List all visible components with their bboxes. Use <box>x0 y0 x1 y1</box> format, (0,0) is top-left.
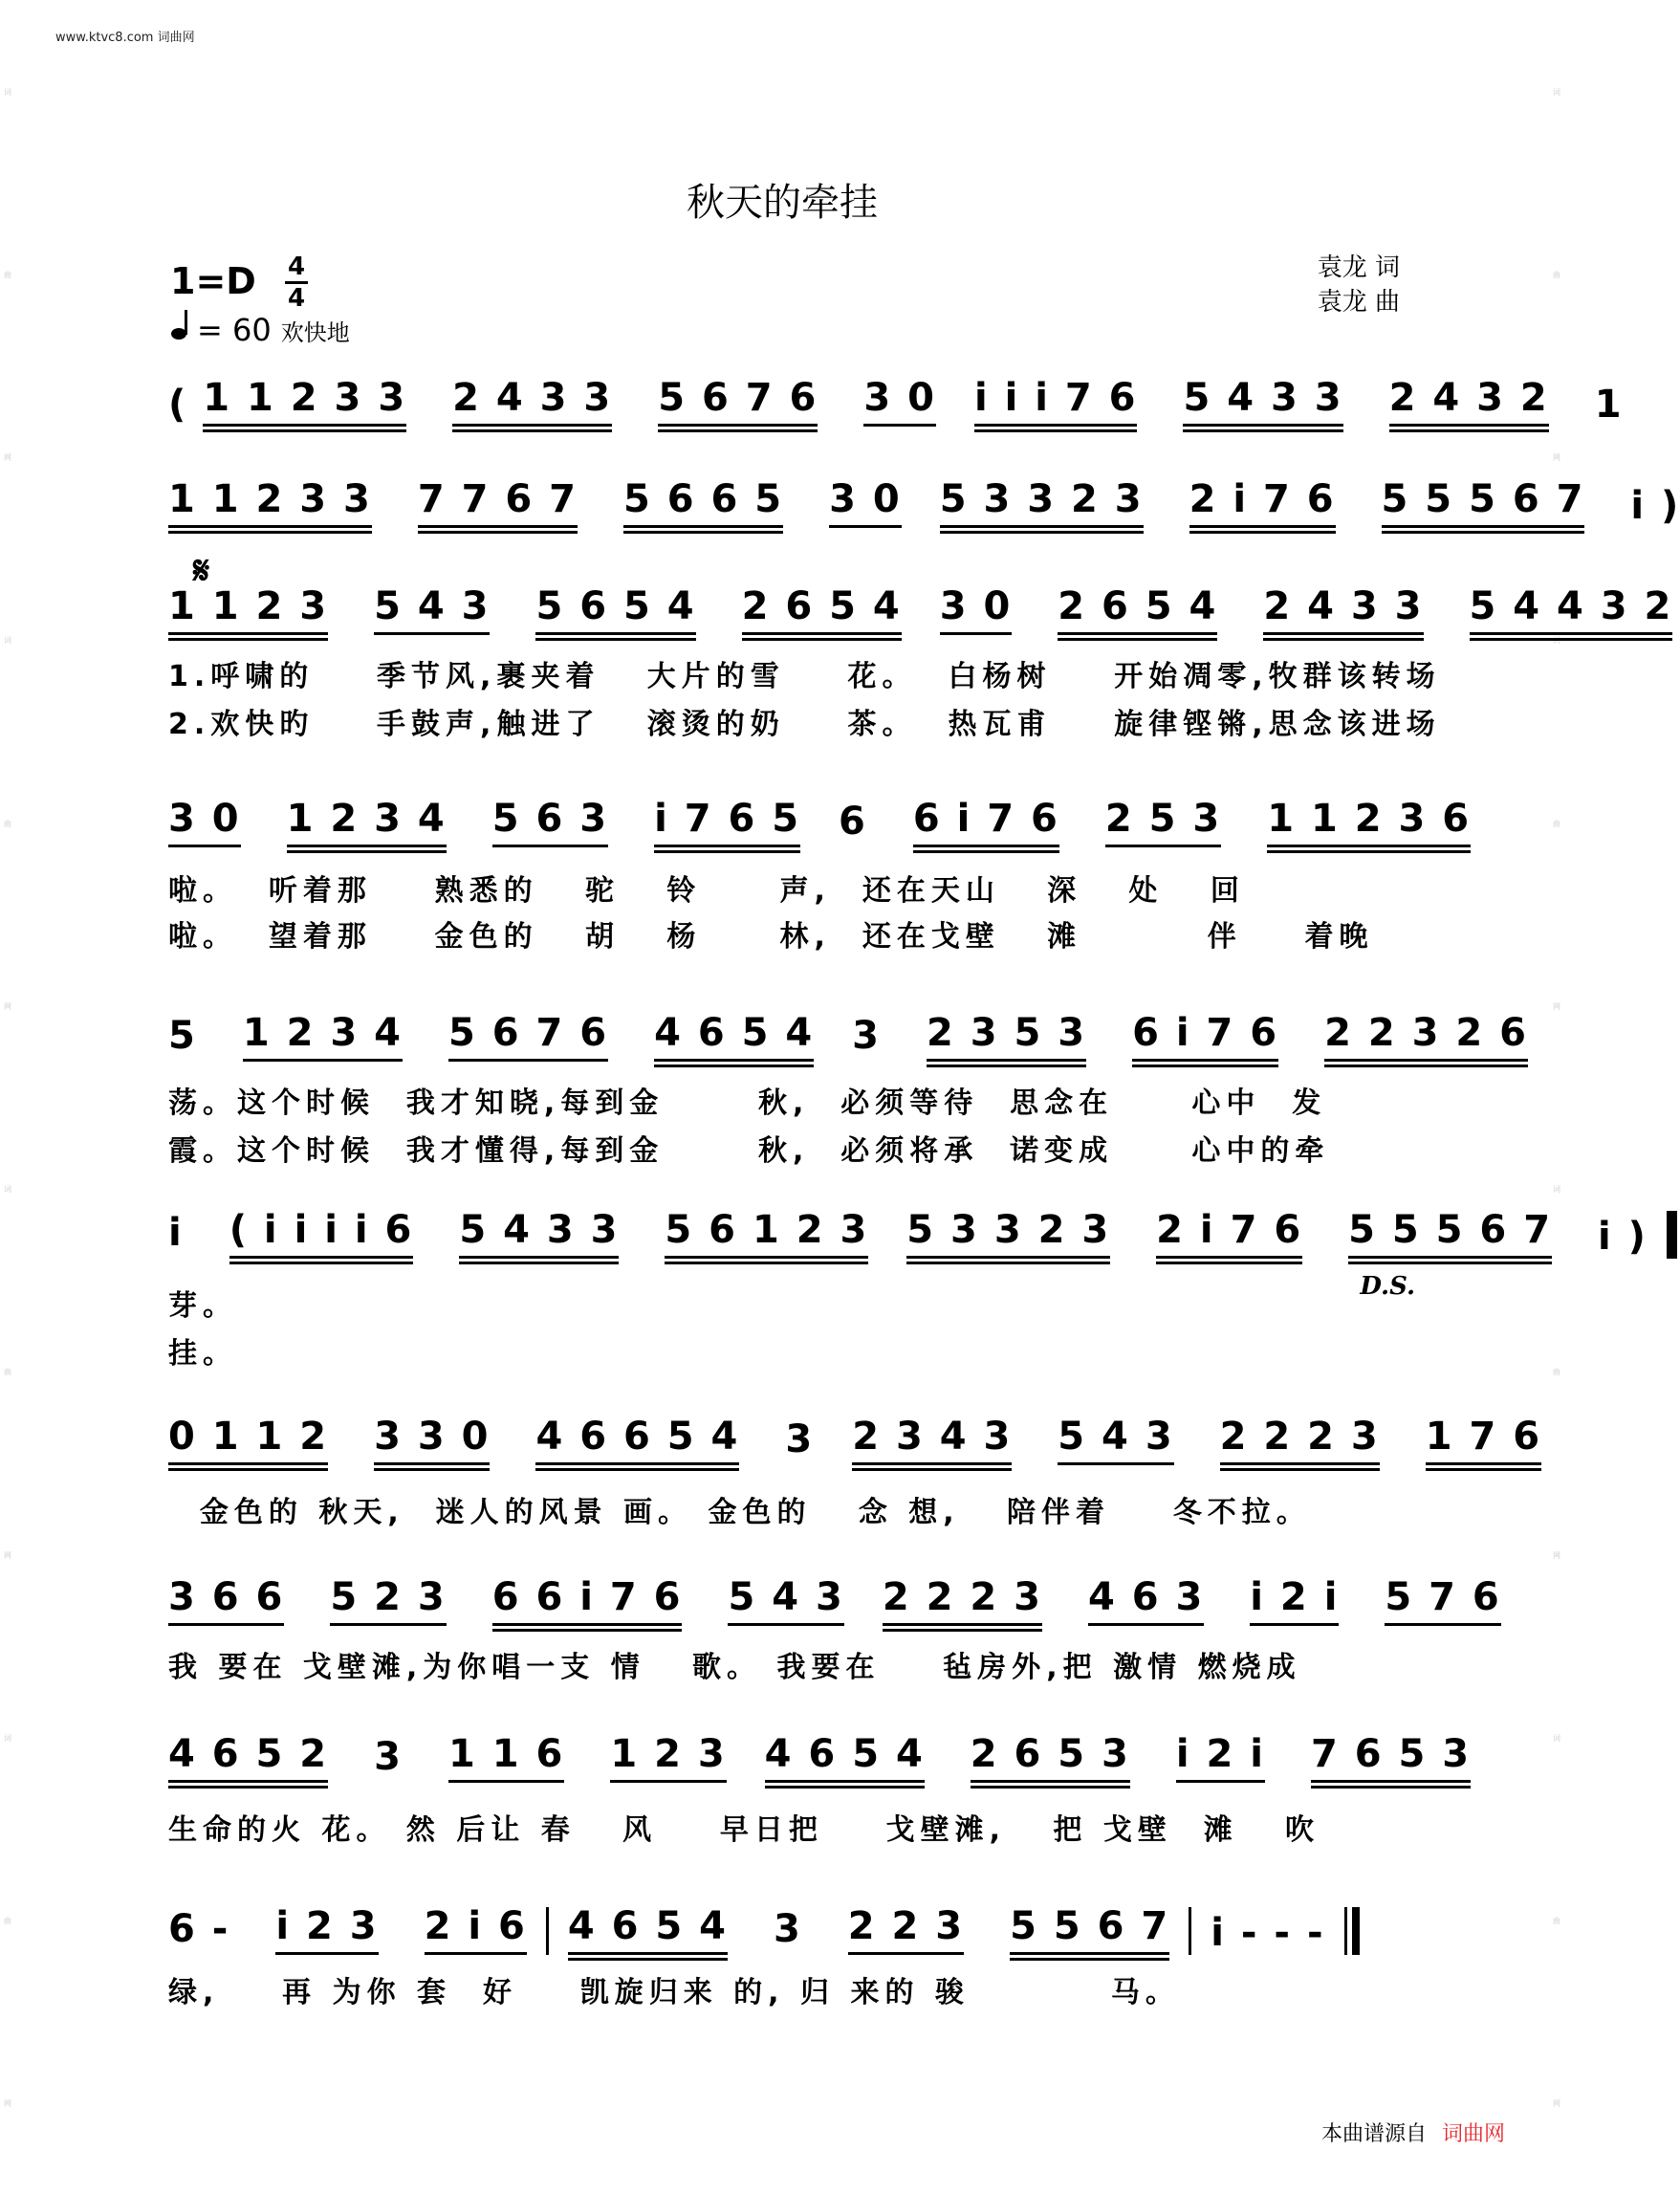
note-group: 1 1 2 3 6 <box>1267 797 1471 847</box>
watermark-glyph: 网 <box>1552 1550 1561 1559</box>
watermark-glyph: 网 <box>3 1001 12 1010</box>
note-group: 2 3 5 3 <box>927 1011 1086 1062</box>
watermark-glyph: 词 <box>1552 87 1561 96</box>
note-group: 2 6 5 3 <box>971 1732 1130 1783</box>
tempo-marking: 欢快地 <box>280 319 350 346</box>
note-group: i 2 3 <box>275 1904 378 1955</box>
final-bar-line <box>1344 1907 1360 1955</box>
lyricist-credit: 袁龙 词 <box>1317 253 1400 282</box>
note-group: 2 2 3 <box>848 1904 964 1955</box>
note-group: 4 6 6 5 4 <box>535 1415 739 1465</box>
score-row-5 <box>168 1011 1528 1062</box>
source-footer <box>1321 2118 1505 2147</box>
note-group: 2 4 3 2 <box>1389 376 1549 427</box>
note-group: 5 6 7 6 <box>448 1011 608 1062</box>
note-group: 1 7 6 <box>1426 1415 1541 1465</box>
note-group: 5 3 3 2 3 <box>940 477 1144 528</box>
note-group: ( i i i i 6 <box>229 1208 414 1259</box>
lyric-verse-1: 荡。这个时候 我才知晓,每到金 秋, 必须等待 思念在 心中 发 <box>168 1087 1327 1120</box>
score-row-9 <box>168 1732 1472 1783</box>
note-group: 5 6 5 4 <box>535 584 695 635</box>
lyric-verse-2: 2.欢快旳 手鼓声,触进了 滚烫的奶 茶。 热瓦甫 旋律铿锵,思念该进场 <box>168 708 1441 741</box>
watermark-glyph: 曲 <box>3 1917 12 1925</box>
double-bar-line <box>1667 1211 1677 1259</box>
note-group: i 2 i <box>1176 1732 1265 1783</box>
time-signature-bottom: 4 <box>287 284 306 313</box>
note-group: 2 6 5 4 <box>742 584 902 635</box>
note-group: 3 0 <box>168 797 241 847</box>
note-group: i i i 7 6 <box>974 376 1138 427</box>
lyric-verse-2: 啦。 望着那 金色的 胡 杨 林, 还在戈壁 滩 伴 着晚 <box>168 920 1374 954</box>
segno-sign: 𝄋 <box>193 549 210 593</box>
watermark-glyph: 网 <box>3 2099 12 2108</box>
note-group: 3 <box>374 1735 403 1779</box>
lyric-verse-1: 啦。 听着那 熟悉的 驼 铃 声, 还在天山 深 处 回 <box>168 874 1245 908</box>
lyric-line: 生命的火 花。 然 后让 春 风 早日把 戈壁滩, 把 戈壁 滩 吹 <box>168 1813 1320 1847</box>
score-row-6 <box>168 1208 1647 1259</box>
brand-link[interactable]: 词曲网 <box>1441 2122 1505 2146</box>
note-group: 1 1 2 3 <box>168 584 328 635</box>
song-title: 秋天的牵挂 <box>687 181 878 225</box>
bar-line <box>546 1907 549 1955</box>
note-group: 3 0 <box>863 376 936 427</box>
lyric-line: 金色的 秋天, 迷人的风景 画。 金色的 念 想, 陪伴着 冬不拉。 <box>168 1496 1311 1529</box>
note-group: 6 <box>839 800 867 844</box>
note-group: 1 1 2 3 3 <box>203 376 406 427</box>
note-group: 2 i 7 6 <box>1156 1208 1302 1259</box>
note-group: 2 i 6 <box>425 1904 527 1955</box>
note-group: 5 6 1 2 3 <box>665 1208 868 1259</box>
note-group: 2 i 7 6 <box>1189 477 1336 528</box>
note-group: 7 6 5 3 <box>1311 1732 1471 1783</box>
note-group: 2 3 4 3 <box>852 1415 1012 1465</box>
note-group: i ) <box>1630 484 1680 528</box>
watermark-glyph: 曲 <box>1552 270 1561 278</box>
note-group: 4 6 5 4 <box>654 1011 814 1062</box>
score-row-1 <box>168 376 1624 427</box>
watermark-glyph: 曲 <box>3 1368 12 1376</box>
watermark-glyph: 网 <box>3 1550 12 1559</box>
watermark-glyph: 曲 <box>3 819 12 827</box>
right-watermark-strip <box>1551 0 1562 2195</box>
watermark-glyph: 词 <box>3 1733 12 1742</box>
note-group: 5 4 4 3 2 <box>1470 584 1673 635</box>
time-signature <box>285 254 308 311</box>
note-group: 3 3 0 <box>374 1415 490 1465</box>
composer-credit: 袁龙 曲 <box>1317 288 1400 317</box>
score-row-4 <box>168 797 1472 847</box>
note-group: 5 5 5 6 7 <box>1348 1208 1552 1259</box>
lyric-verse-1: 芽。 <box>168 1289 237 1323</box>
time-signature-top: 4 <box>287 252 306 281</box>
note-group: 0 1 1 2 <box>168 1415 328 1465</box>
note-group: 5 4 3 3 <box>1183 376 1342 427</box>
note-group: 6 i 7 6 <box>1132 1011 1278 1062</box>
left-watermark-strip <box>2 0 13 2195</box>
note-group: 5 4 3 3 <box>459 1208 619 1259</box>
watermark-glyph: 词 <box>3 87 12 96</box>
note-group: 5 <box>168 1014 197 1058</box>
repeat-open-paren: ( <box>168 383 188 427</box>
note-group: 5 5 5 6 7 <box>1382 477 1585 528</box>
note-group: 5 4 3 <box>1058 1415 1173 1465</box>
note-group: 3 <box>785 1417 815 1461</box>
note-group: 5 4 3 <box>374 584 490 635</box>
note-group: 2 6 5 4 <box>1058 584 1217 635</box>
watermark-glyph: 词 <box>1552 1185 1561 1194</box>
note-group: 6 6 i 7 6 <box>492 1575 683 1626</box>
lyric-line: 我 要在 戈壁滩,为你唱一支 情 歌。 我要在 毡房外,把 激情 燃烧成 <box>168 1651 1301 1684</box>
note-group: i ) <box>1598 1215 1647 1259</box>
note-group: 7 7 6 7 <box>418 477 578 528</box>
note-group: 5 4 3 <box>728 1575 843 1626</box>
watermark-glyph: 曲 <box>1552 819 1561 827</box>
score-row-8 <box>168 1575 1501 1626</box>
note-group: 1 2 3 <box>610 1732 726 1783</box>
note-group: i 2 i <box>1250 1575 1339 1626</box>
watermark-glyph: 曲 <box>1552 1368 1561 1376</box>
note-group: 5 6 6 5 <box>623 477 783 528</box>
note-group: i <box>168 1211 184 1255</box>
note-group: 5 5 6 7 <box>1010 1904 1169 1955</box>
watermark-glyph: 曲 <box>1552 1917 1561 1925</box>
lyric-verse-2: 霞。这个时候 我才懂得,每到金 秋, 必须将承 诺变成 心中的牵 <box>168 1134 1330 1168</box>
note-group: 1 1 2 3 3 <box>168 477 372 528</box>
note-group: 3 <box>852 1014 882 1058</box>
key-signature: 1=D <box>170 260 256 302</box>
lyric-verse-1: 1.呼啸的 季节风,裹夹着 大片的雪 花。 白杨树 开始凋零,牧群该转场 <box>168 660 1441 693</box>
note-group: 4 6 3 <box>1088 1575 1204 1626</box>
note-group: 3 0 <box>940 584 1013 635</box>
note-group: i 7 6 5 <box>654 797 800 847</box>
watermark-glyph: 词 <box>1552 1733 1561 1742</box>
note-group: 5 6 7 6 <box>658 376 818 427</box>
note-group: 2 5 3 <box>1105 797 1221 847</box>
watermark-glyph: 词 <box>1552 636 1561 645</box>
watermark-glyph: 网 <box>3 453 12 462</box>
tempo-value: = 60 <box>197 312 272 348</box>
bar-line <box>1189 1907 1191 1955</box>
note-group: 2 2 2 3 <box>883 1575 1042 1626</box>
dal-segno-mark: D.S. <box>1360 1272 1415 1301</box>
note-group: 2 4 3 3 <box>452 376 612 427</box>
score-row-7 <box>168 1415 1542 1465</box>
watermark-glyph: 网 <box>1552 2099 1561 2108</box>
note-group: 1 2 3 4 <box>243 1011 403 1062</box>
site-watermark: www.ktvc8.com 词曲网 <box>55 31 195 45</box>
note-group: 6 - <box>168 1907 230 1951</box>
watermark-glyph: 曲 <box>3 270 12 278</box>
note-group: 2 4 3 3 <box>1263 584 1423 635</box>
tempo-line <box>170 308 350 348</box>
lyric-line: 绿, 再 为你 套 好 凯旋归来 的, 归 来的 骏 马。 <box>168 1976 1180 2009</box>
note-group: 6 i 7 6 <box>913 797 1059 847</box>
score-row-10 <box>168 1904 1396 1955</box>
lyric-verse-2: 挂。 <box>168 1337 237 1371</box>
note-group: 1 2 3 4 <box>287 797 447 847</box>
score-row-2 <box>168 477 1680 528</box>
note-group: 2 2 3 2 6 <box>1324 1011 1528 1062</box>
watermark-glyph: 词 <box>3 636 12 645</box>
note-group: 5 7 6 <box>1385 1575 1500 1626</box>
note-group: 5 2 3 <box>330 1575 446 1626</box>
note-group: 3 6 6 <box>168 1575 284 1626</box>
note-group: 2 2 2 3 <box>1220 1415 1380 1465</box>
note-group: 1 1 6 <box>448 1732 564 1783</box>
watermark-glyph: 网 <box>1552 453 1561 462</box>
watermark-glyph: 网 <box>1552 1001 1561 1010</box>
note-group: 5 3 3 2 3 <box>906 1208 1110 1259</box>
note-group: i - - - <box>1211 1911 1325 1955</box>
watermark-glyph: 词 <box>3 1185 12 1194</box>
quarter-note-icon <box>170 308 191 340</box>
note-group: 3 0 <box>829 477 902 528</box>
score-row-3 <box>168 584 1673 635</box>
note-group: 3 <box>773 1907 802 1951</box>
note-group: 4 6 5 4 <box>765 1732 925 1783</box>
note-group: 5 6 3 <box>492 797 608 847</box>
note-group: 4 6 5 4 <box>568 1904 728 1955</box>
note-group: 1 <box>1594 383 1624 427</box>
credits <box>1318 251 1400 319</box>
note-group: 4 6 5 2 <box>168 1732 328 1783</box>
source-label: 本曲谱源自 <box>1320 2122 1427 2146</box>
